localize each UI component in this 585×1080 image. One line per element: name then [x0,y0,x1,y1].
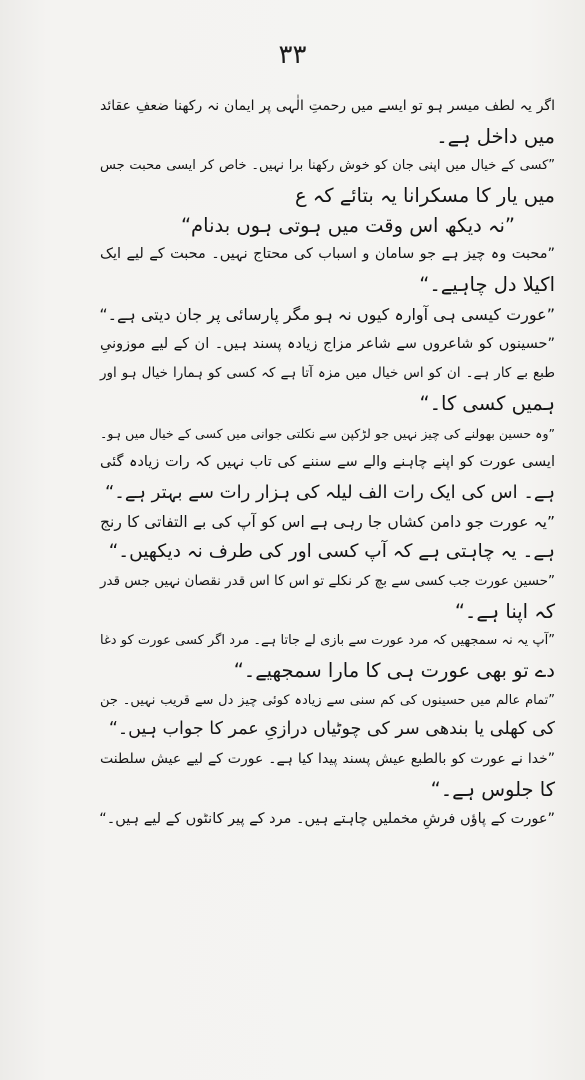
page-body-text [100,92,555,834]
text-line: ہے۔ اس کی ایک رات الف لیلہ کی ہزار رات سے بہتر ہے۔“ [104,481,555,503]
paragraph [100,240,555,299]
text-line: ہے۔ یہ چاہتی ہے کہ آپ کسی اور کی طرف نہ دیکھیں۔“ [108,541,555,563]
text-line: ”یہ عورت جو دامن کشاں جا رہی ہے اس کو آپ کی بے التفاتی کا رنج [100,512,555,531]
text-line: ”حسین عورت جب کسی سے بچ کر نکلے تو اس کا اس قدر نقصان نہیں جس قدر [100,573,555,589]
paragraph [100,567,555,626]
text-line: کا جلوس ہے۔“ [430,777,555,801]
paragraph [100,330,555,419]
text-line: اگر یہ لطف میسر ہو تو ایسے میں رحمتِ الٰہی پر ایمان نہ رکھنا ضعفِ عقائد [100,98,555,114]
text-line: ”عورت کیسی ہی آوارہ کیوں نہ ہو مگر پارسائی پر جان دیتی ہے۔“ [99,304,555,324]
text-line: ہمیں کسی کا۔“ [419,391,555,415]
paragraph [100,686,555,745]
text-line: میں یار کا مسکرانا یہ بتائے کہ ع [294,184,555,208]
paragraph [100,508,555,567]
paragraph [100,151,555,210]
text-line: ”کسی کے خیال میں اپنی جان کو خوش رکھنا برا نہیں۔ خاص کر ایسی محبت جس [100,158,555,174]
verse-line: ”نہ دیکھ اس وقت میں ہوتی ہوں بدنام“ [180,213,515,237]
text-line: اکیلا دل چاہیے۔“ [419,273,555,297]
text-line: کی کھلی یا بندھی سر کی چوٹیاں درازیِ عمر کا جواب ہیں۔“ [108,719,555,740]
text-line: ”وہ حسین بھولنے کی چیز نہیں جو لڑکپن سے نکلتی جوانی میں کسی کے خیال میں ہو۔ [100,425,555,441]
text-line: طبع بے کار ہے۔ ان کو اس خیال میں مزہ آتا ہے کہ کسی کو ہمارا خیال ہو اور [100,365,555,382]
text-line: ”خدا نے عورت کو بالطبع عیش پسند پیدا کیا ہے۔ عورت کے لیے عیش سلطنت [100,751,555,768]
text-line: ”محبت وہ چیز ہے جو سامان و اسباب کی محتاج نہیں۔ محبت کے لیے ایک [100,246,555,263]
page-number: ۳۳ [278,40,307,70]
text-line: ”عورت کے پاؤں فرشِ مخملیں چاہتے ہیں۔ مرد کے پیر کانٹوں کے لیے ہیں۔“ [99,810,555,827]
text-line: ”حسینوں کو شاعروں سے شاعر مزاج زیادہ پسند ہیں۔ ان کے لیے موزونیِ [100,335,555,352]
text-line: دے تو بھی عورت ہی کا مارا سمجھیے۔“ [233,659,555,683]
paragraph [100,419,555,508]
text-line: میں داخل ہے۔ [436,124,555,148]
paragraph [100,92,555,151]
paragraph [100,745,555,804]
text-line: ”تمام عالم میں حسینوں کی کم سنی سے زیادہ کوئی چیز دل سے قریب نہیں۔ جن [100,692,555,708]
text-line: ایسی عورت کو اپنے چاہنے والے سے سننے کی تاب نہیں کہ رات زیادہ گئی [100,454,555,471]
paragraph [100,805,555,835]
text-line: کہ اپنا ہے۔“ [454,599,555,623]
paragraph [100,300,555,330]
paragraph [100,626,555,685]
paragraph [100,211,555,241]
text-line: ”آپ یہ نہ سمجھیں کہ مرد عورت سے بازی لے جاتا ہے۔ مرد اگر کسی عورت کو دغا [100,633,555,649]
